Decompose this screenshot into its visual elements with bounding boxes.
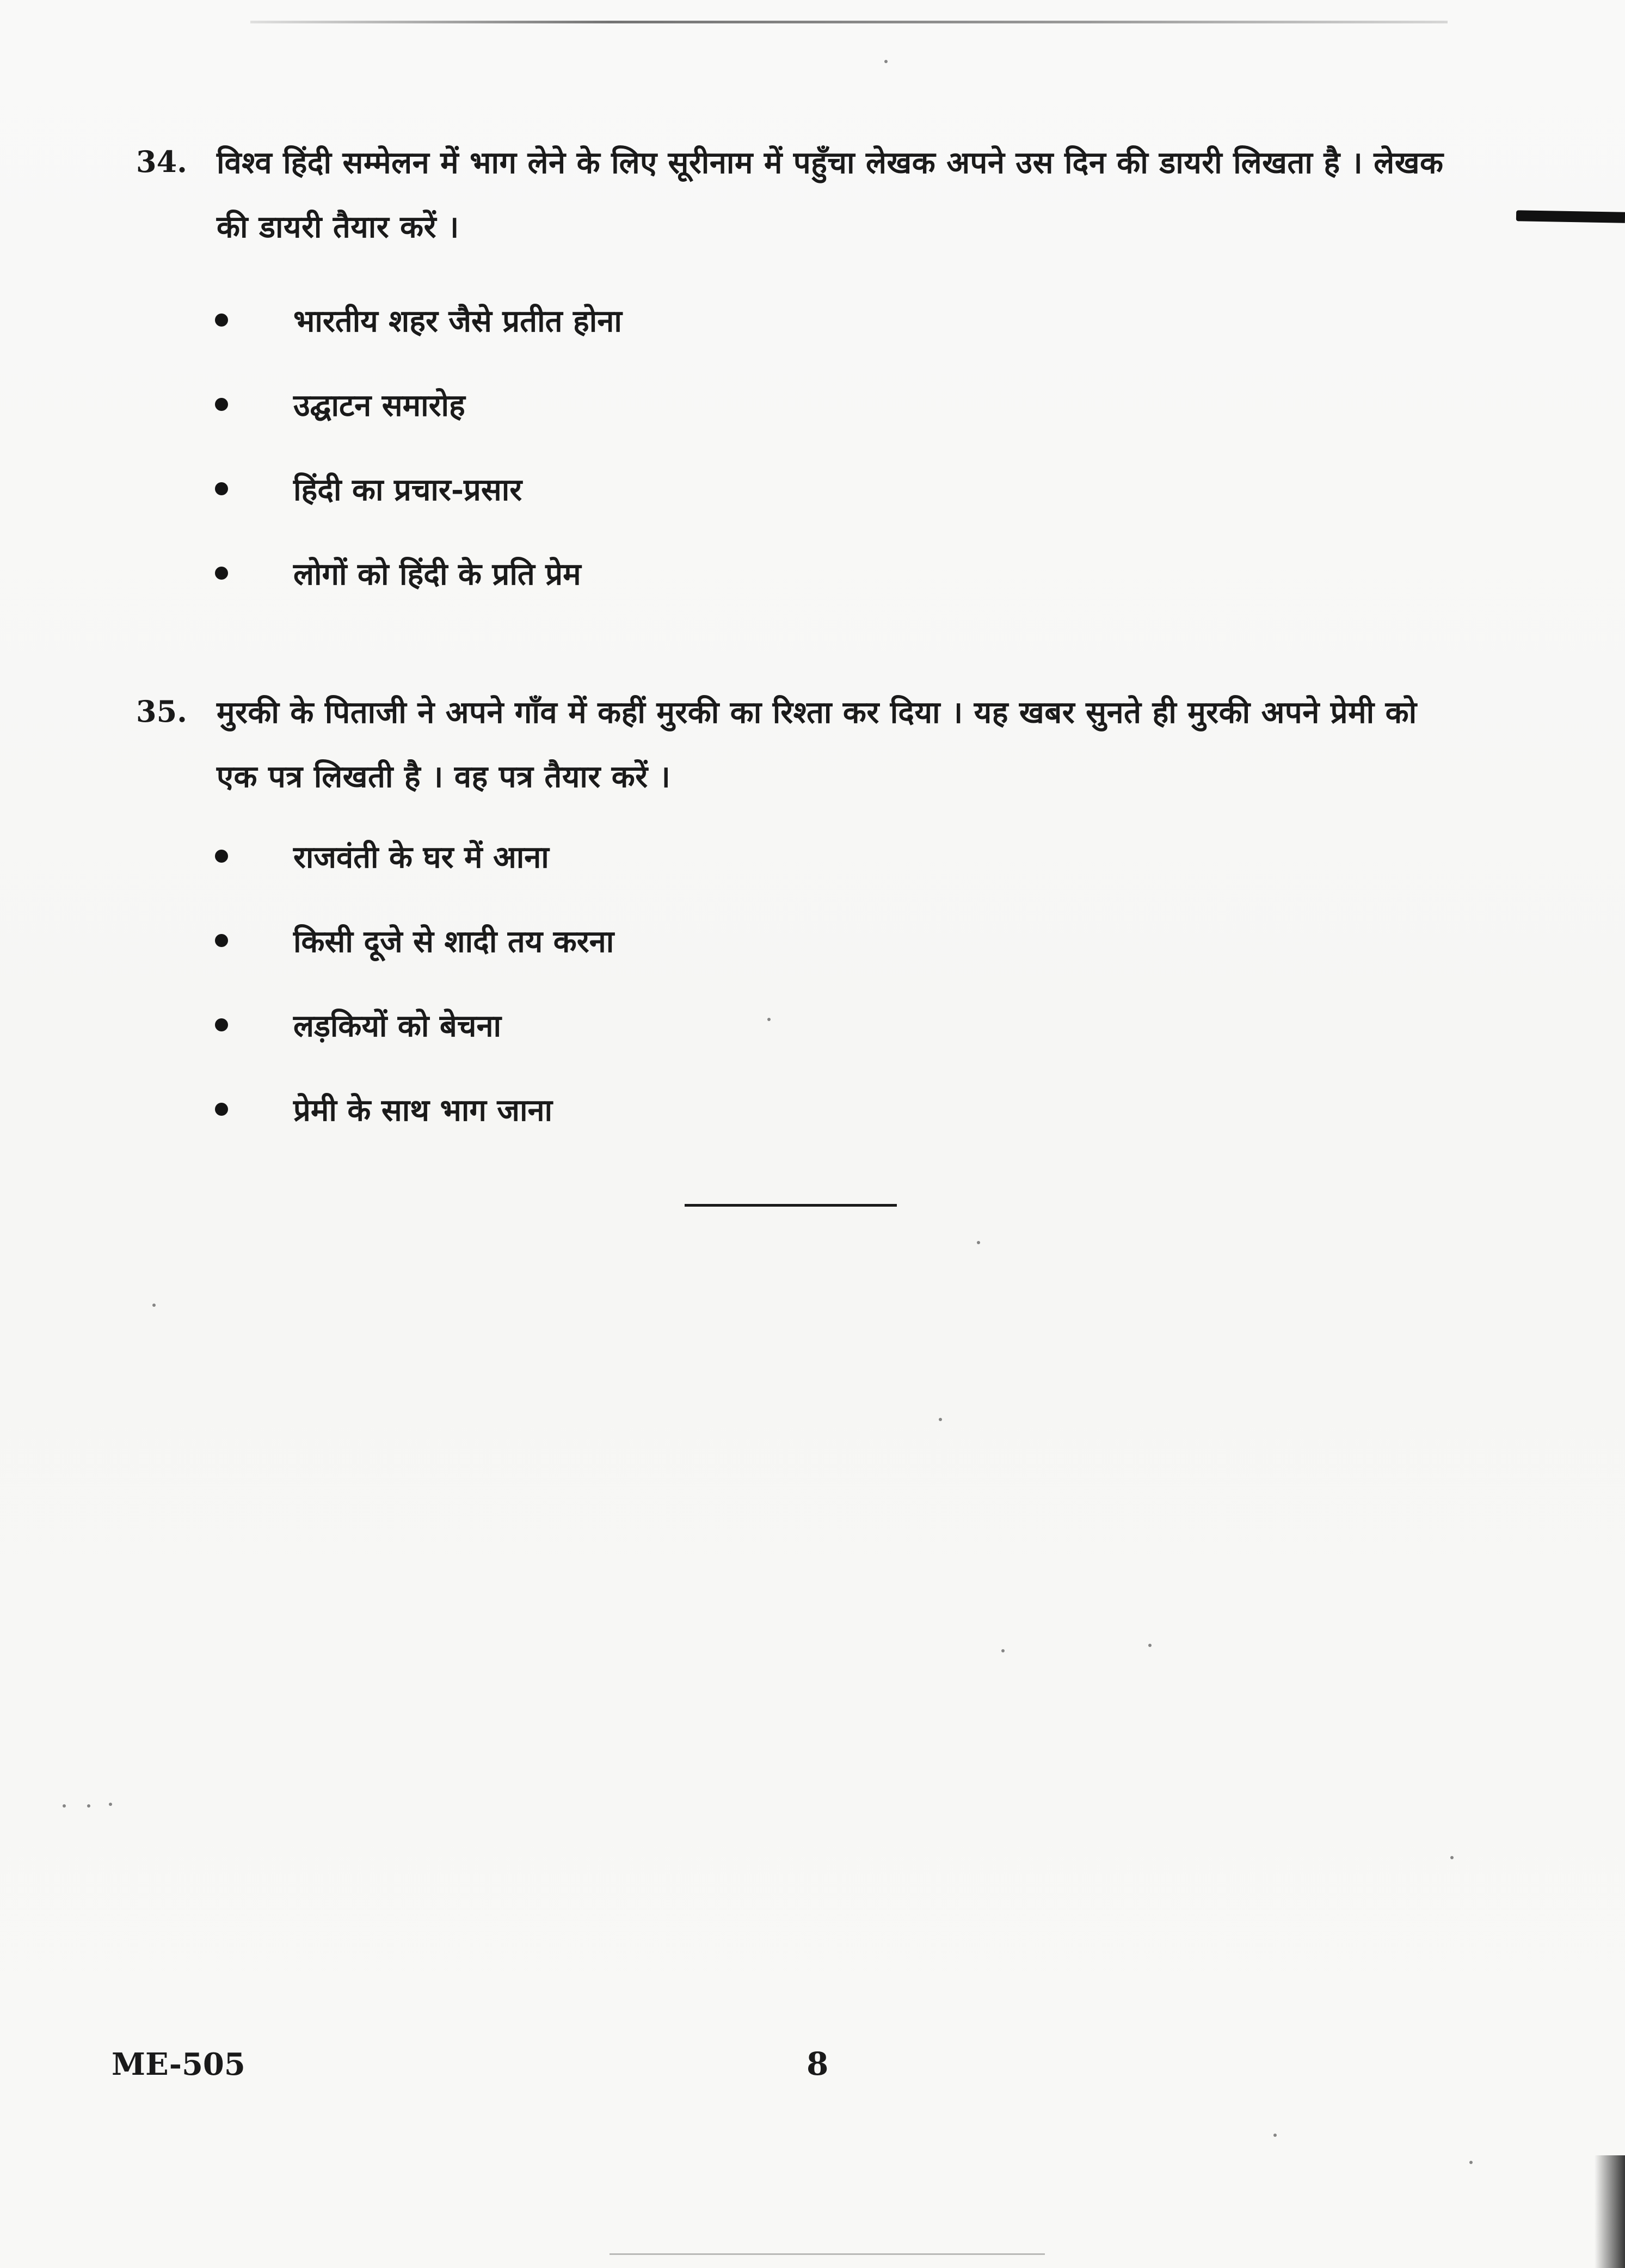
- question-text: विश्व हिंदी सम्मेलन में भाग लेने के लिए सूरीनाम में पहुँचा लेखक अपने उस दिन की डायरी लिखता है । लेखक की डायरी तैयार करें ।: [217, 145, 1444, 245]
- hint-text: किसी दूजे से शादी तय करना: [293, 923, 614, 960]
- list-item: [215, 898, 614, 982]
- hint-list: [215, 814, 614, 1151]
- margin-ink-mark: [1516, 210, 1625, 223]
- scan-speck: [939, 1418, 942, 1421]
- list-item: [215, 446, 622, 531]
- scan-speck: [1273, 2134, 1277, 2137]
- list-item: [215, 814, 614, 898]
- bullet-icon: [215, 567, 228, 580]
- top-scan-edge: [250, 21, 1448, 23]
- page-number: 8: [807, 2045, 829, 2082]
- hint-list: [215, 278, 622, 615]
- scan-speck: [1450, 1856, 1454, 1859]
- bottom-scan-edge: [610, 2253, 1045, 2255]
- hint-text: लड़कियों को बेचना: [293, 1007, 502, 1044]
- hint-text: भारतीय शहर जैसे प्रतीत होना: [293, 303, 622, 339]
- bullet-icon: [215, 398, 228, 411]
- bullet-icon: [215, 934, 228, 947]
- bullet-icon: [215, 1018, 228, 1031]
- scan-speck: [977, 1241, 980, 1244]
- paper-code: ME-505: [112, 2046, 245, 2082]
- end-divider: [685, 1204, 897, 1207]
- bullet-icon: [215, 850, 228, 863]
- page-corner-shadow: [1595, 2155, 1625, 2268]
- hint-text: हिंदी का प्रचार-प्रसार: [293, 471, 522, 508]
- scan-speck: [767, 1018, 771, 1021]
- bullet-icon: [215, 482, 228, 495]
- scan-speck: [109, 1803, 112, 1806]
- scan-speck: [152, 1304, 156, 1307]
- list-item: [215, 982, 614, 1067]
- list-item: [215, 531, 622, 615]
- hint-text: राजवंती के घर में आना: [293, 839, 549, 875]
- scan-speck: [1148, 1644, 1152, 1647]
- scan-speck: [884, 60, 888, 63]
- hint-text: लोगों को हिंदी के प्रति प्रेम: [293, 556, 581, 592]
- question-number: 35.: [136, 694, 187, 729]
- list-item: [215, 1067, 614, 1151]
- hint-text: प्रेमी के साथ भाग जाना: [293, 1092, 553, 1128]
- question-number: 34.: [136, 144, 187, 179]
- scan-speck: [1469, 2161, 1473, 2164]
- bullet-icon: [215, 314, 228, 327]
- list-item: [215, 362, 622, 446]
- scan-speck: [87, 1804, 90, 1808]
- scan-speck: [63, 1804, 66, 1808]
- hint-text: उद्घाटन समारोह: [293, 387, 465, 423]
- bullet-icon: [215, 1103, 228, 1116]
- question-text: मुरकी के पिताजी ने अपने गाँव में कहीं मुरकी का रिश्ता कर दिया । यह खबर सुनते ही मुरकी अपने प्रेमी को एक पत्र लिखती है । वह पत्र तैयार करें ।: [217, 694, 1417, 795]
- scan-speck: [1001, 1649, 1005, 1652]
- list-item: [215, 278, 622, 362]
